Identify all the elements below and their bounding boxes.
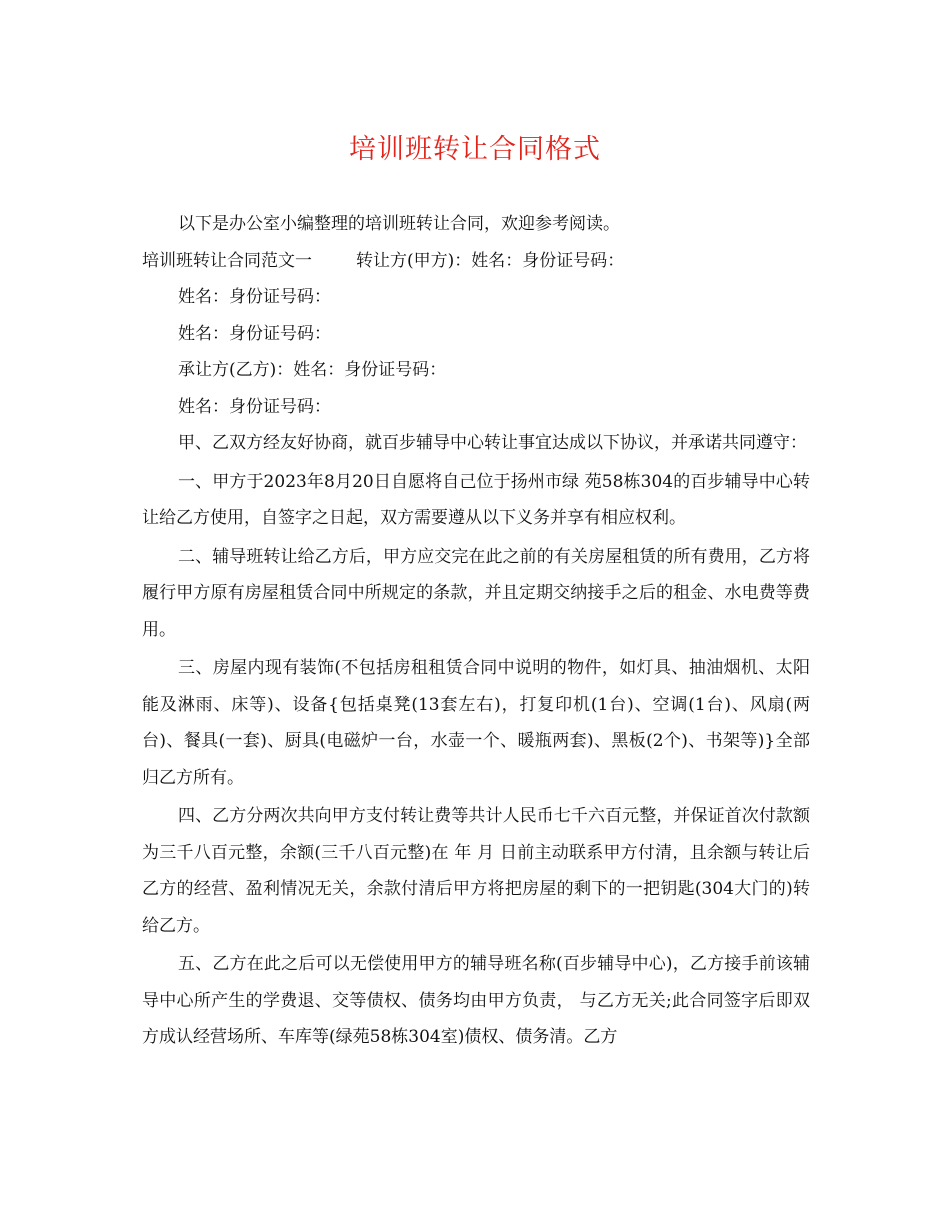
intro-paragraph: 以下是办公室小编整理的培训班转让合同，欢迎参考阅读。 — [178, 214, 620, 234]
party-a-line-2: 姓名：身份证号码： — [178, 287, 331, 307]
party-b-line: 承让方(乙方)：姓名：身份证号码： — [178, 360, 447, 380]
sample-heading: 培训班转让合同范文一 — [142, 250, 312, 271]
party-a-label: 转让方(甲方)：姓名：身份证号码： — [356, 250, 625, 271]
document-title: 培训班转让合同格式 — [349, 134, 601, 165]
document-body — [142, 206, 810, 1056]
clause-2: 二、辅导班转让给乙方后，甲方应交完在此之前的有关房屋租赁的所有费用，乙方将履行甲方原有房屋租赁合同中所规定的条款，并且定期交纳接手之后的租金、水电费等费用。 — [142, 546, 810, 640]
party-a-line-3: 姓名：身份证号码： — [178, 323, 331, 344]
clause-4: 四、乙方分两次共向甲方支付转让费等共计人民币七千六百元整，并保证首次付款额为三千八百元整，余额(三千八百元整)在 年 月 日前主动联系甲方付清，且余额与转让后乙方的经营、盈利情况无关，余款付清后甲方将把房屋的剩下的一把钥匙(304大门的)转给乙方。 — [142, 806, 810, 936]
preamble-paragraph: 甲、乙双方经友好协商，就百步辅导中心转让事宜达成以下协议，并承诺共同遵守： — [178, 433, 807, 453]
clause-1: 一、甲方于2023年8月20日自愿将自己位于扬州市绿 苑58栋304的百步辅导中心转让给乙方使用，自签字之日起，双方需要遵从以下义务并享有相应权利。 — [142, 471, 810, 528]
party-b-line-2: 姓名：身份证号码： — [178, 396, 331, 417]
clause-5: 五、乙方在此之后可以无偿使用甲方的辅导班名称(百步辅导中心)，乙方接手前该辅导中心所产生的学费退、交等债权、债务均由甲方负责， 与乙方无关;此合同签字后即双方成认经营场所、车库等(绿苑58栋304室)债权、债务清。乙方 — [142, 954, 810, 1047]
party-a-line — [142, 243, 810, 280]
clause-3: 三、房屋内现有装饰(不包括房租租赁合同中说明的物件，如灯具、抽油烟机、太阳能及淋雨、床等)、设备{包括桌凳(13套左右)，打复印机(1台)、空调(1台)、风扇(两台)、餐具(一套)、厨具(电磁炉一台，水壶一个、暖瓶两套)、黑板(2个)、书架等)}全部归乙方所有。 — [142, 658, 810, 788]
